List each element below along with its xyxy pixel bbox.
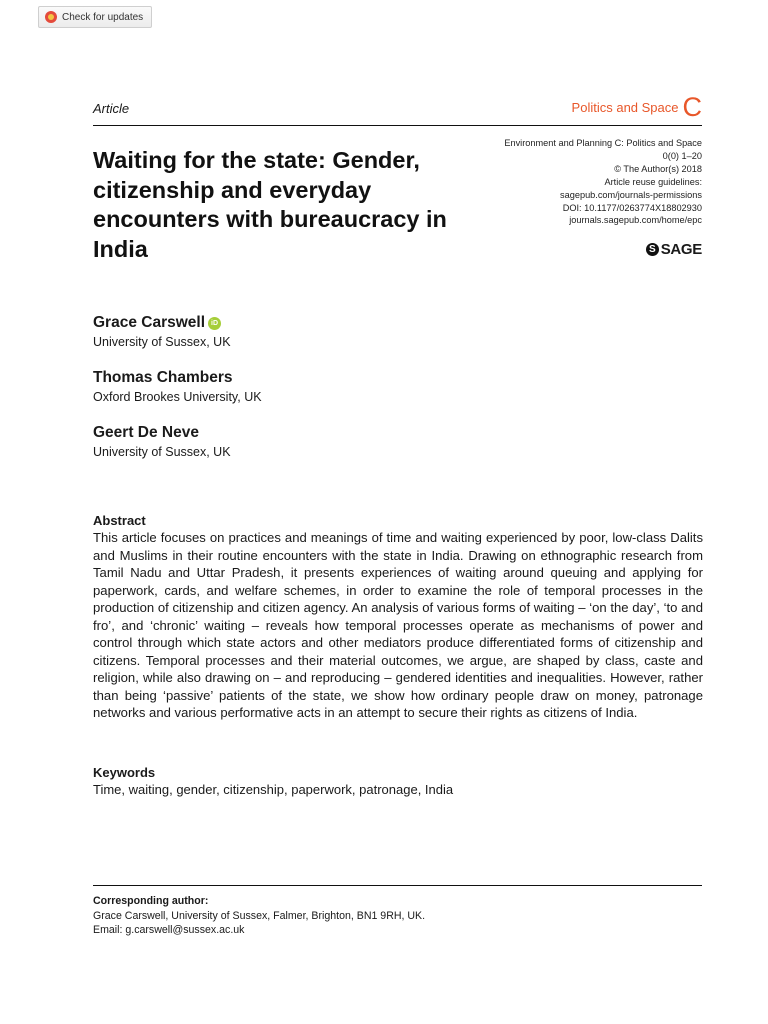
meta-reuse-label: Article reuse guidelines: xyxy=(604,176,702,187)
keywords-section xyxy=(93,765,703,797)
author-affiliation: University of Sussex, UK xyxy=(93,445,231,459)
article-title: Waiting for the state: Gender, citizenship and everyday encounters with bureaucracy in India xyxy=(93,147,447,262)
corresponding-author xyxy=(93,894,425,938)
keywords-heading: Keywords xyxy=(93,765,156,780)
author-name-text: Grace Carswell xyxy=(93,314,206,331)
check-for-updates-label: Check for updates xyxy=(62,11,144,23)
corresponding-heading: Corresponding author: xyxy=(93,895,209,907)
sage-logo-text: SAGE xyxy=(660,241,702,258)
crossmark-icon xyxy=(45,11,57,23)
abstract-heading: Abstract xyxy=(93,513,146,528)
journal-brand-name: Politics and Space xyxy=(571,100,679,115)
meta-permissions-link[interactable]: sagepub.com/journals-permissions xyxy=(560,189,702,200)
journal-logo-icon: C xyxy=(682,92,702,122)
meta-volume: 0(0) 1–20 xyxy=(662,150,702,161)
article-type-label: Article xyxy=(93,101,130,116)
check-for-updates-button[interactable] xyxy=(38,6,152,28)
author-block xyxy=(93,314,231,349)
keywords-text: Time, waiting, gender, citizenship, paperwork, patronage, India xyxy=(93,782,454,797)
header-divider xyxy=(93,125,702,126)
meta-journal-link[interactable]: journals.sagepub.com/home/epc xyxy=(569,215,702,226)
author-name xyxy=(93,314,231,332)
corresponding-email[interactable]: Email: g.carswell@sussex.ac.uk xyxy=(93,924,245,936)
sage-logo xyxy=(646,241,702,258)
abstract-text: This article focuses on practices and meanings of time and waiting experienced by poor, low-class Dalits and Muslims in their routine encounters with the state in India. Drawing on ethnographic research from Tamil Nadu and Uttar Pradesh, it presents experiences of waiting around queuing and applying for paperwork, cards, and welfare schemes, in order to examine the role of temporal processes in the production of citizenship and citizen agency. An analysis of various forms of waiting – ‘on the day’, ‘to and fro’, and ‘chronic’ waiting – reveals how temporal processes operate as mechanisms of power and control through which state actors and other mediators produce differentiated forms of citizenship and citizens. Temporal processes and their material outcomes, we argue, are shaped by class, caste and religion, while also drawing on – and reproducing – gendered identities and inequalities. However, rather than being ‘passive’ patients of the state, we show how ordinary people draw on money, patronage networks and various performative acts in an attempt to secure their rights as citizens of India. xyxy=(93,530,703,720)
author-name-text: Thomas Chambers xyxy=(93,369,233,386)
meta-copyright: © The Author(s) 2018 xyxy=(614,163,702,174)
author-block xyxy=(93,424,231,459)
abstract-section xyxy=(93,513,703,722)
author-affiliation: Oxford Brookes University, UK xyxy=(93,390,262,404)
journal-meta xyxy=(502,137,702,227)
orcid-icon[interactable]: iD xyxy=(208,317,221,330)
author-name xyxy=(93,369,262,387)
sage-logo-icon: S xyxy=(646,243,659,256)
author-name-text: Geert De Neve xyxy=(93,424,199,441)
footer-divider xyxy=(93,885,702,886)
journal-brand xyxy=(572,94,702,121)
meta-journal: Environment and Planning C: Politics and Space xyxy=(504,138,702,148)
meta-doi[interactable]: DOI: 10.1177/0263774X18802930 xyxy=(562,202,702,213)
author-affiliation: University of Sussex, UK xyxy=(93,335,231,349)
author-name xyxy=(93,424,231,442)
author-block xyxy=(93,369,262,404)
corresponding-address: Grace Carswell, University of Sussex, Falmer, Brighton, BN1 9RH, UK. xyxy=(93,909,426,922)
